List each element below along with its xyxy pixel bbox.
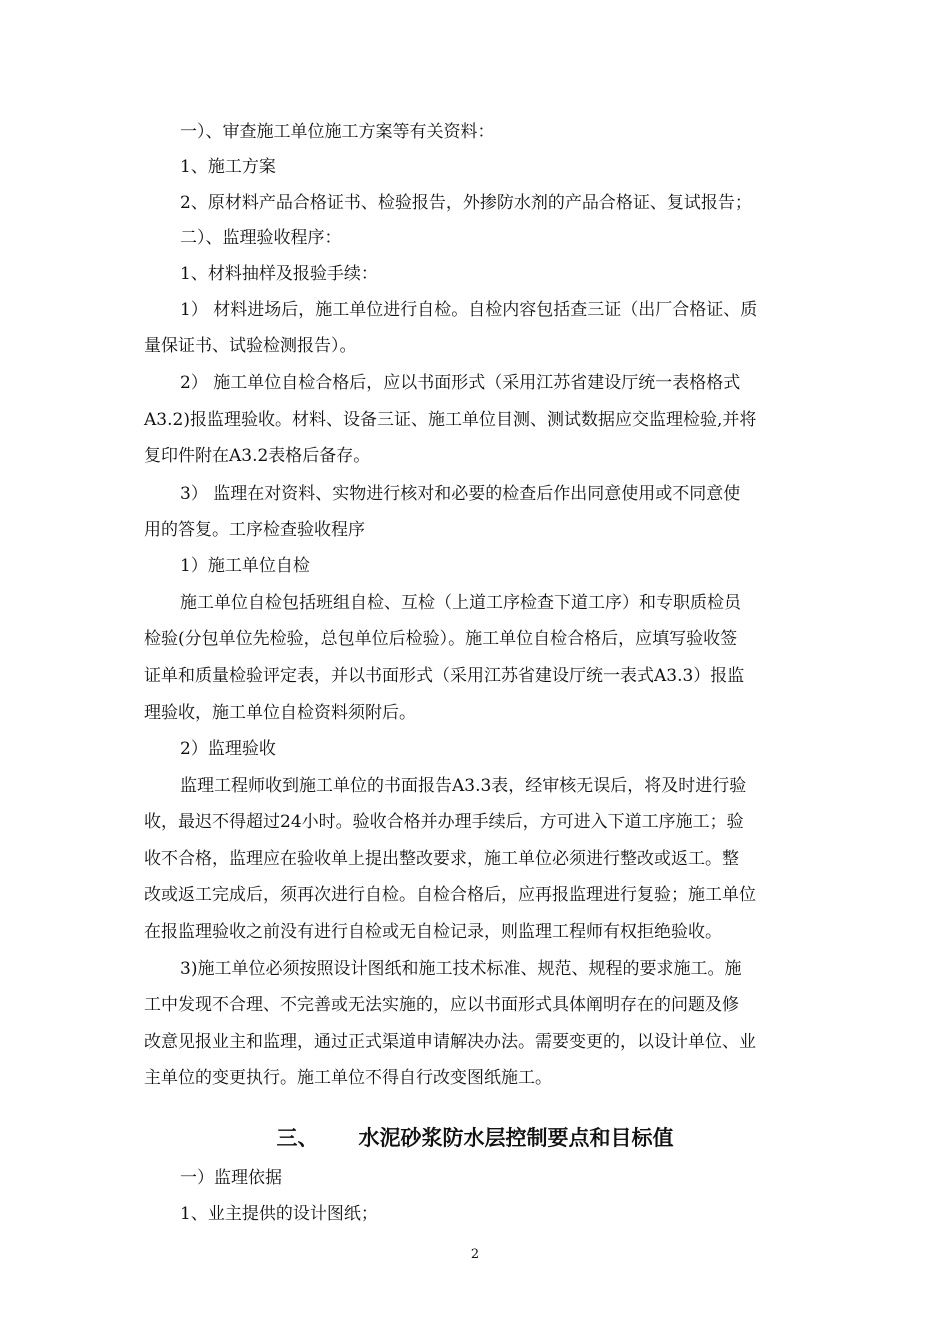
paragraph-line: 监理工程师收到施工单位的书面报告A3.3表，经审核无误后，将及时进行验: [180, 776, 747, 796]
paragraph-line: 一）、审查施工单位施工方案等有关资料：: [180, 122, 495, 142]
paragraph-line: 复印件附在A3.2表格后备存。: [144, 446, 371, 466]
paragraph-line: 用的答复。工序检查验收程序: [144, 520, 365, 540]
section-title: 水泥砂浆防水层控制要点和目标值: [358, 1126, 674, 1150]
paragraph-line: 量保证书、试验检测报告）。: [144, 336, 357, 356]
paragraph-line: 一）监理依据: [180, 1168, 282, 1188]
paragraph-line: 检验(分包单位先检验，总包单位后检验）。施工单位自检合格后，应填写验收签: [144, 629, 738, 649]
paragraph-line: 在报监理验收之前没有进行自检或无自检记录，则监理工程师有权拒绝验收。: [144, 922, 722, 942]
paragraph-line: 2）监理验收: [180, 739, 276, 759]
paragraph-line: 改或返工完成后，须再次进行自检。自检合格后，应再报监理进行复验；施工单位: [144, 885, 756, 905]
paragraph-line: 2、原材料产品合格证书、检验报告，外掺防水剂的产品合格证、复试报告；: [180, 193, 752, 213]
paragraph-line: 主单位的变更执行。施工单位不得自行改变图纸施工。: [144, 1068, 552, 1088]
paragraph-line: 1、材料抽样及报验手续：: [180, 264, 378, 284]
paragraph-line: 1） 材料进场后，施工单位进行自检。自检内容包括查三证（出厂合格证、质: [180, 300, 758, 320]
paragraph-line: 3)施工单位必须按照设计图纸和施工技术标准、规范、规程的要求施工。施: [180, 959, 742, 979]
paragraph-line: 1）施工单位自检: [180, 556, 310, 576]
paragraph-line: 1、业主提供的设计图纸；: [180, 1204, 378, 1224]
paragraph-line: A3.2)报监理验收。材料、设备三证、施工单位目测、测试数据应交监理检验,并将: [144, 410, 757, 430]
paragraph-line: 工中发现不合理、不完善或无法实施的，应以书面形式具体阐明存在的问题及修: [144, 995, 739, 1015]
page-number: 2: [470, 1247, 480, 1262]
section-heading: [0, 1122, 950, 1152]
paragraph-line: 收不合格，监理应在验收单上提出整改要求，施工单位必须进行整改或返工。整: [144, 849, 739, 869]
paragraph-line: 收，最迟不得超过24小时。验收合格并办理手续后，方可进入下道工序施工；验: [144, 812, 744, 832]
paragraph-line: 二）、监理验收程序：: [180, 228, 342, 248]
section-number: 三、: [276, 1126, 319, 1150]
paragraph-line: 3） 监理在对资料、实物进行核对和必要的检查后作出同意使用或不同意使: [180, 484, 741, 504]
paragraph-line: 施工单位自检包括班组自检、互检（上道工序检查下道工序）和专职质检员: [180, 593, 741, 613]
paragraph-line: 理验收，施工单位自检资料须附后。: [144, 703, 416, 723]
paragraph-line: 证单和质量检验评定表，并以书面形式（采用江苏省建设厅统一表式A3.3）报监: [144, 666, 745, 686]
paragraph-line: 1、施工方案: [180, 157, 276, 177]
paragraph-line: 2） 施工单位自检合格后，应以书面形式（采用江苏省建设厅统一表格格式: [180, 373, 741, 393]
paragraph-line: 改意见报业主和监理，通过正式渠道申请解决办法。需要变更的，以设计单位、业: [144, 1032, 756, 1052]
